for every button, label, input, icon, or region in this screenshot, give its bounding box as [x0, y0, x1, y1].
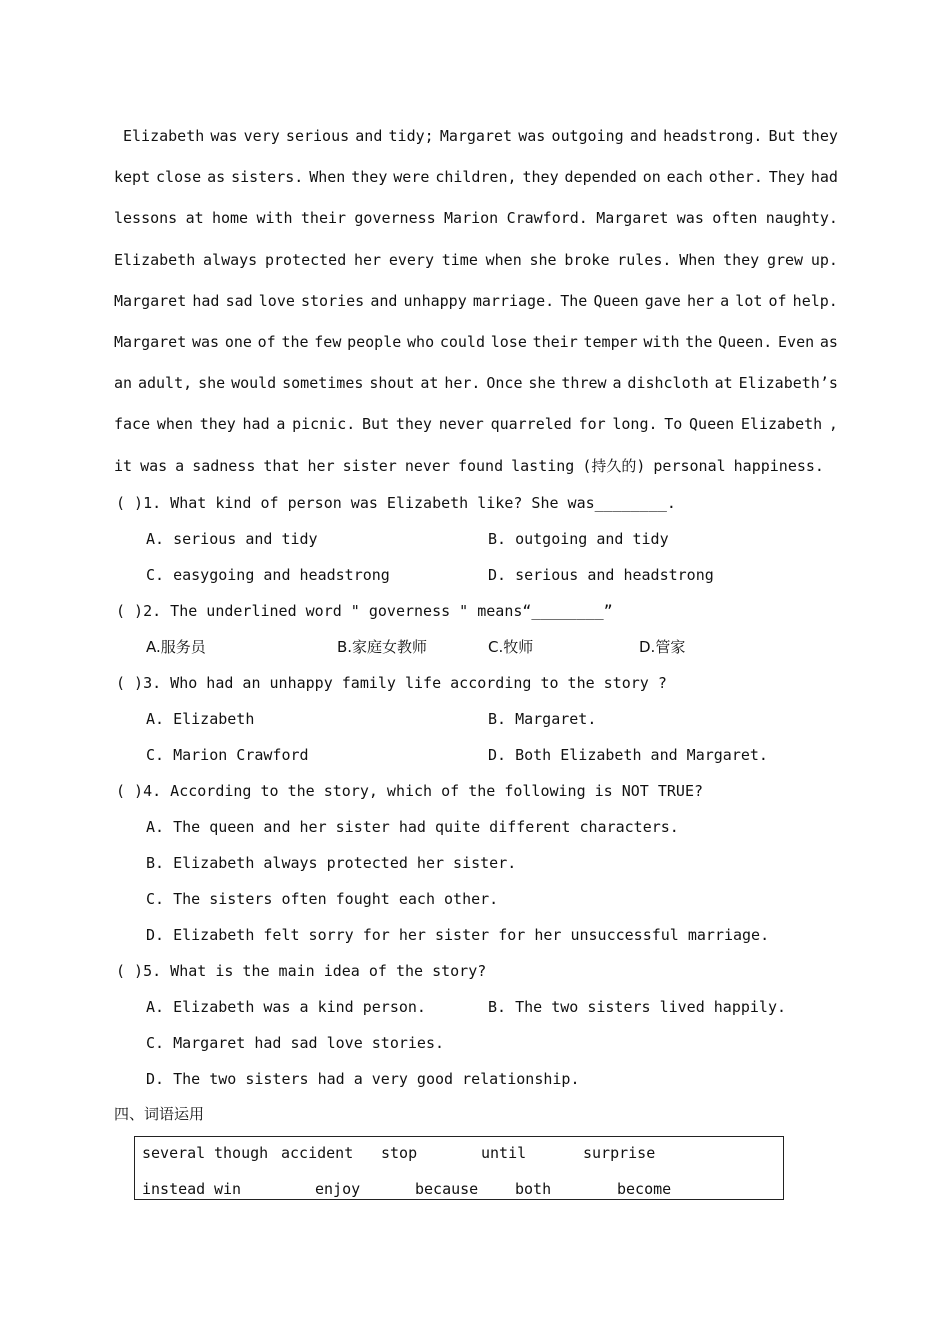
word-bank-item: though — [214, 1144, 269, 1162]
q4-option-c: C. The sisters often fought each other. — [146, 890, 499, 908]
passage-word: people — [347, 332, 402, 351]
passage-word: of — [257, 332, 276, 351]
passage-word: they — [801, 127, 838, 145]
passage-word: on — [642, 168, 661, 187]
q1-option-b: B. outgoing and tidy — [488, 530, 669, 548]
passage-word: of — [768, 291, 787, 310]
passage-word: protected — [264, 250, 347, 269]
passage-word: headstrong. — [663, 127, 763, 145]
passage-word: lasting — [511, 456, 575, 475]
q3-option-a: A. Elizabeth — [146, 710, 255, 728]
q3-option-d: D. Both Elizabeth and Margaret. — [488, 746, 768, 764]
passage-word: up. — [810, 250, 838, 269]
word-bank-item: win — [214, 1180, 242, 1198]
passage-word: they — [395, 415, 432, 434]
q3-option-b: B. Margaret. — [488, 710, 597, 728]
word-bank-item: several — [142, 1144, 206, 1162]
passage-word: they — [351, 168, 388, 187]
q5-option-c: C. Margaret had sad love stories. — [146, 1034, 445, 1052]
passage-word: her. — [444, 374, 481, 393]
passage-line — [114, 363, 838, 404]
passage-word: The — [560, 291, 588, 310]
passage-word: they — [723, 250, 760, 269]
q2-option-d: D.管家 — [639, 638, 686, 656]
passage-word: shout — [369, 374, 415, 393]
passage-word: with — [643, 332, 680, 351]
passage-line — [114, 446, 838, 487]
passage-word: and — [355, 127, 383, 145]
question-3: ( )3. Who had an unhappy family life according to the story ? — [116, 674, 667, 692]
passage-word: could — [439, 332, 485, 351]
q4-option-a: A. The queen and her sister had quite different characters. — [146, 818, 679, 836]
passage-line — [114, 322, 838, 363]
passage-word: time — [441, 250, 478, 269]
passage-word: governess — [354, 209, 436, 228]
passage-word: personal — [653, 456, 726, 475]
passage-word: every — [388, 250, 434, 269]
passage-word: had — [242, 415, 270, 434]
passage-word: Margaret — [596, 209, 669, 228]
passage-word: had — [192, 291, 220, 310]
passage-word: she — [528, 374, 556, 393]
passage-word: tidy; — [388, 127, 434, 145]
word-bank-item: accident — [281, 1144, 354, 1162]
passage-word: at — [185, 209, 204, 228]
q5-option-a: A. Elizabeth was a kind person. — [146, 998, 426, 1016]
passage-word: it — [114, 456, 133, 475]
passage-word: the — [685, 332, 713, 351]
passage-word: help. — [792, 291, 838, 310]
passage-word: lessons — [114, 209, 178, 228]
passage-word: her — [354, 250, 382, 269]
passage-word: a — [612, 374, 622, 393]
passage-word: But — [768, 127, 796, 145]
passage-word: an — [114, 374, 133, 393]
passage-word: always — [203, 250, 258, 269]
passage-word: with — [256, 209, 293, 228]
q4-option-d: D. Elizabeth felt sorry for her sister for her unsuccessful marriage. — [146, 926, 770, 944]
passage-word: were — [393, 168, 430, 187]
passage-word: was — [140, 456, 168, 475]
passage-word: never — [404, 456, 450, 475]
passage-word: grew — [766, 250, 804, 269]
passage-word: (持久的) — [582, 456, 646, 475]
passage-word: their — [532, 332, 578, 351]
passage-word: had — [810, 168, 838, 187]
passage-word: threw — [561, 374, 607, 393]
passage-word: other. — [708, 168, 763, 187]
passage-word: their — [300, 209, 347, 228]
passage-word: as — [207, 168, 226, 187]
passage-word: sisters. — [231, 168, 304, 187]
q1-option-c: C. easygoing and headstrong — [146, 566, 390, 584]
passage-word: sister — [342, 456, 397, 475]
passage-word: sad — [225, 291, 253, 310]
passage-word: sometimes — [282, 374, 364, 393]
passage-word: broke — [564, 250, 610, 269]
passage-word: temper — [583, 332, 638, 351]
passage-word: home — [211, 209, 249, 228]
passage-line — [114, 240, 838, 281]
q5-option-d: D. The two sisters had a very good relationship. — [146, 1070, 580, 1088]
passage-line — [114, 198, 838, 239]
question-1: ( )1. What kind of person was Elizabeth like? She was________. — [116, 494, 676, 512]
word-bank-item: stop — [381, 1144, 418, 1162]
passage-word: marriage. — [472, 291, 555, 310]
passage-word: But — [362, 415, 390, 434]
passage-word: rules. — [617, 250, 672, 269]
passage-word: for — [578, 415, 606, 434]
passage-word: and — [370, 291, 398, 310]
passage-line — [114, 281, 838, 322]
passage-word: adult, — [137, 374, 193, 393]
passage-word: when — [156, 415, 193, 434]
passage-word: children, — [435, 168, 517, 187]
passage-word: gave — [644, 291, 681, 310]
passage-word: When — [309, 168, 346, 187]
passage-line — [114, 157, 838, 198]
passage-word: picnic. — [292, 415, 356, 434]
passage-word: long. — [612, 415, 658, 434]
passage-word: lot — [735, 291, 763, 310]
word-bank-item: both — [515, 1180, 552, 1198]
reading-passage — [114, 116, 838, 487]
passage-word: Marion — [444, 209, 499, 228]
passage-word: was — [191, 332, 220, 351]
q1-option-a: A. serious and tidy — [146, 530, 318, 548]
passage-word: Queen — [689, 415, 735, 434]
passage-word: Queen. — [718, 332, 773, 351]
passage-word: When — [679, 250, 716, 269]
passage-word: love — [258, 291, 295, 310]
passage-word: stories — [301, 291, 365, 310]
passage-line — [114, 404, 838, 445]
passage-word: few — [314, 332, 342, 351]
passage-word: as — [819, 332, 838, 351]
word-bank-item: until — [481, 1144, 527, 1162]
passage-word: lose — [490, 332, 527, 351]
passage-word: kept — [114, 168, 151, 187]
passage-word: that — [263, 456, 300, 475]
passage-word: depended — [564, 168, 637, 187]
q4-option-b: B. Elizabeth always protected her sister. — [146, 854, 517, 872]
word-bank-item: instead — [142, 1180, 206, 1198]
word-bank-item: become — [617, 1180, 672, 1198]
passage-line — [114, 116, 838, 157]
passage-word: naughty. — [765, 209, 838, 228]
word-bank-item: surprise — [583, 1144, 656, 1162]
word-bank-item: because — [415, 1180, 479, 1198]
passage-word: Margaret — [439, 127, 513, 145]
q2-option-a: A.服务员 — [146, 638, 206, 656]
passage-word: was — [210, 127, 238, 145]
passage-word: Elizabeth — [740, 415, 823, 434]
passage-word: dishcloth — [627, 374, 709, 393]
passage-word: Even — [778, 332, 815, 351]
passage-word: her — [307, 456, 335, 475]
question-4: ( )4. According to the story, which of the following is NOT TRUE? — [116, 782, 703, 800]
passage-word: she — [198, 374, 226, 393]
passage-word: the — [281, 332, 309, 351]
passage-word: quarreled — [490, 415, 572, 434]
passage-word: They — [768, 168, 805, 187]
passage-word: and — [629, 127, 657, 145]
passage-word: her — [686, 291, 715, 310]
passage-word: when — [485, 250, 522, 269]
passage-word: each — [666, 168, 703, 187]
passage-word: Margaret — [114, 291, 187, 310]
passage-word: she — [529, 250, 557, 269]
passage-word: at — [420, 374, 439, 393]
q5-option-b: B. The two sisters lived happily. — [488, 998, 787, 1016]
passage-word: found — [457, 456, 504, 475]
passage-word: sadness — [192, 456, 256, 475]
passage-word: was — [676, 209, 704, 228]
passage-word: would — [231, 374, 277, 393]
word-bank-item: enjoy — [315, 1180, 361, 1198]
passage-word: face — [114, 415, 151, 434]
passage-word: who — [407, 332, 435, 351]
q2-option-b: B.家庭女教师 — [337, 638, 428, 656]
passage-word: never — [438, 415, 484, 434]
word-bank-box — [134, 1136, 784, 1200]
passage-word: a — [175, 456, 185, 475]
passage-word: a — [720, 291, 730, 310]
passage-word: close — [156, 168, 202, 187]
passage-word: Elizabeth — [123, 127, 205, 145]
passage-word: at — [714, 374, 733, 393]
question-2: ( )2. The underlined word " governess " means“________” — [116, 602, 613, 620]
passage-word: To — [664, 415, 683, 434]
passage-word: one — [224, 332, 252, 351]
passage-word: very — [243, 127, 280, 145]
passage-word: was — [518, 127, 546, 145]
passage-word: Elizabeth’s — [738, 374, 838, 393]
passage-word: unhappy — [403, 291, 467, 310]
passage-word: , — [828, 415, 838, 434]
q1-option-d: D. serious and headstrong — [488, 566, 714, 584]
passage-word: Elizabeth — [114, 250, 196, 269]
q2-option-c: C.牧师 — [488, 638, 534, 656]
passage-word: a — [276, 415, 286, 434]
passage-word: they — [522, 168, 559, 187]
passage-word: often — [712, 209, 758, 228]
passage-word: Queen — [593, 291, 639, 310]
section-title: 四、词语运用 — [114, 1105, 205, 1123]
passage-word: happiness. — [733, 456, 824, 475]
q3-option-c: C. Marion Crawford — [146, 746, 309, 764]
passage-word: Margaret — [114, 332, 187, 351]
passage-word: Once — [486, 374, 523, 393]
passage-word: Crawford. — [506, 209, 588, 228]
passage-word: they — [199, 415, 236, 434]
question-5: ( )5. What is the main idea of the story? — [116, 962, 487, 980]
passage-word: serious — [285, 127, 350, 145]
passage-word: outgoing — [551, 127, 624, 145]
